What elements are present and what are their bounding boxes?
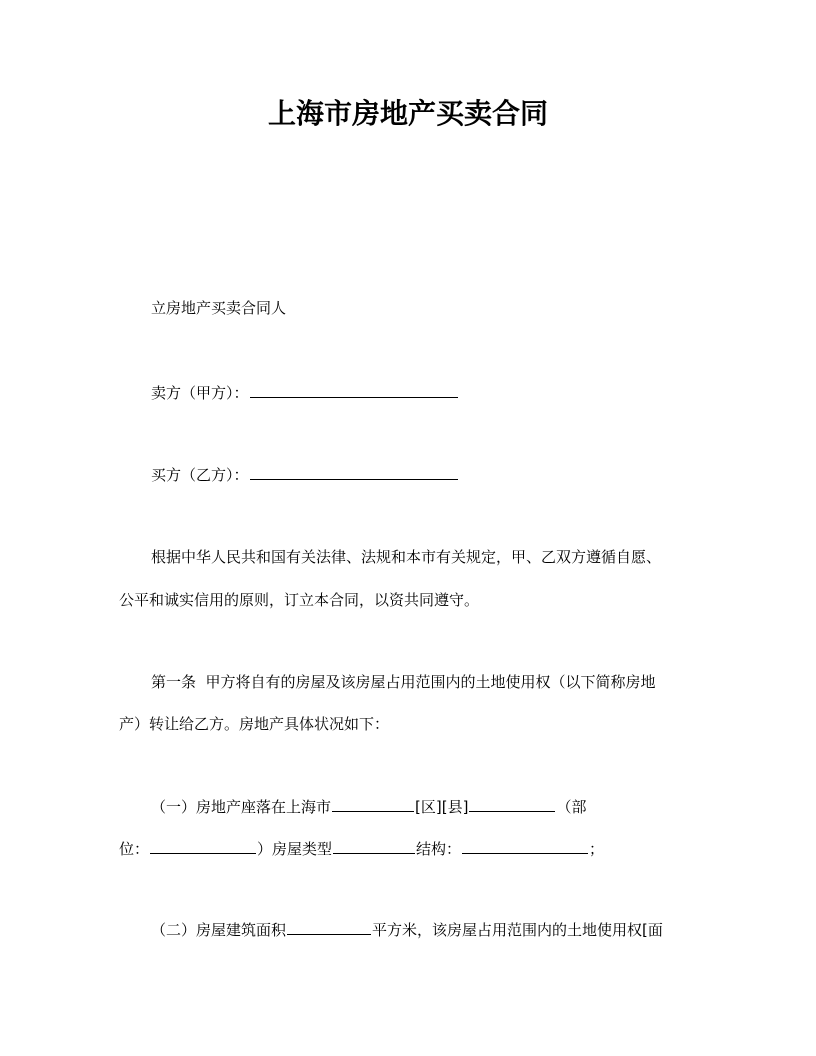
item1-structure-label: 结构： (416, 840, 462, 858)
article1-line-1: 第一条 甲方将自有的房屋及该房屋占用范围内的土地使用权（以下简称房地 (151, 673, 656, 691)
structure-blank[interactable] (462, 837, 588, 854)
item1-position-label: 位： (119, 840, 150, 858)
item2-area-label: （二）房屋建筑面积 (151, 921, 287, 939)
item2-land-label: 平方米，该房屋占用范围内的土地使用权[面 (372, 921, 663, 939)
buyer-label: 买方（乙方）： (151, 466, 249, 484)
buyer-line (151, 463, 459, 486)
item1-end-punct: ； (589, 840, 605, 858)
item1-district-label: [区][县] (415, 798, 469, 816)
city-blank[interactable] (332, 795, 414, 812)
house-type-blank[interactable] (333, 837, 415, 854)
document-title: 上海市房地产买卖合同 (267, 97, 548, 130)
area-blank[interactable] (287, 918, 371, 935)
item1-part-label: （部 (556, 798, 587, 816)
position-blank[interactable] (150, 837, 256, 854)
seller-label: 卖方（甲方）： (151, 384, 249, 402)
article1-line-2: 产）转让给乙方。房地产具体状况如下： (119, 715, 390, 733)
seller-line (151, 381, 459, 404)
seller-blank[interactable] (250, 381, 458, 398)
item1-type-label: ）房屋类型 (257, 840, 333, 858)
item2-line-1 (151, 918, 663, 941)
preamble-line-1: 根据中华人民共和国有关法律、法规和本市有关规定，甲、乙双方遵循自愿、 (151, 548, 662, 566)
item1-line-2 (119, 837, 604, 860)
item1-location-label: （一）房地产座落在上海市 (151, 798, 332, 816)
item1-line-1 (151, 795, 586, 818)
parties-intro: 立房地产买卖合同人 (151, 299, 287, 317)
buyer-blank[interactable] (250, 463, 458, 480)
preamble-line-2: 公平和诚实信用的原则，订立本合同，以资共同遵守。 (119, 591, 480, 609)
district-blank[interactable] (469, 795, 555, 812)
